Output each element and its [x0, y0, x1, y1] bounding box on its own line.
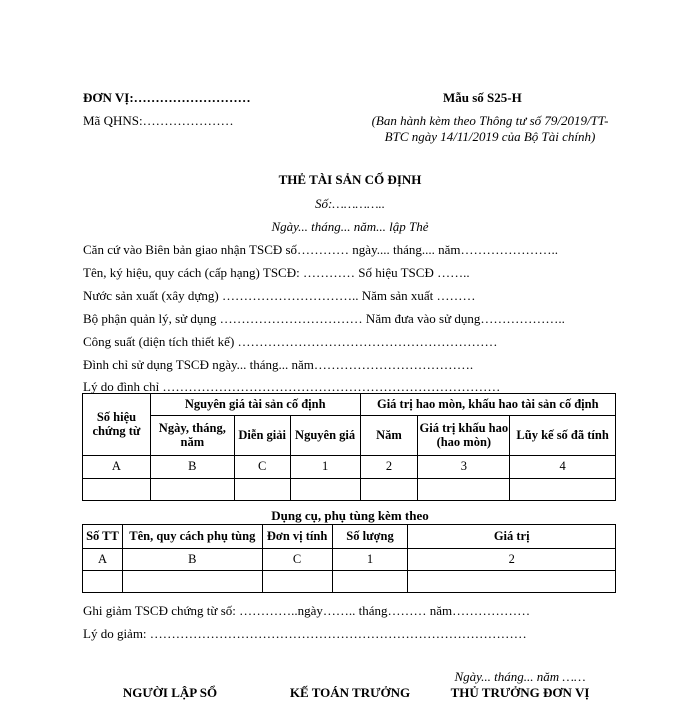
- code-cell: C: [234, 456, 290, 479]
- code-cell: 4: [510, 456, 616, 479]
- empty-cell: [234, 479, 290, 501]
- field-handover-record: Căn cứ vào Biên bản giao nhận TSCĐ số………… ngày.... tháng.... năm…………………..: [83, 242, 558, 257]
- group-original-cost: Nguyên giá tài sản cố định: [150, 394, 360, 416]
- code-cell: 3: [418, 456, 510, 479]
- decrease-document: Ghi giảm TSCĐ chứng từ số: …………..ngày…….. tháng……… năm………………: [83, 603, 531, 618]
- code-cell: 1: [290, 456, 360, 479]
- col-serial: Số TT: [83, 525, 123, 549]
- code-cell: A: [83, 549, 123, 571]
- col-depreciation-value: Giá trị khấu hao (hao mòn): [418, 416, 510, 456]
- empty-cell: [122, 571, 262, 593]
- issued-by-line1: (Ban hành kèm theo Thông tư số 79/2019/TT-: [371, 113, 609, 128]
- chief-accountant-title: KẾ TOÁN TRƯỞNG: [289, 685, 411, 700]
- col-value: Giá trị: [408, 525, 616, 549]
- col-document-number: Số hiệu chứng từ: [83, 394, 151, 456]
- empty-cell: [262, 571, 332, 593]
- empty-cell: [332, 571, 408, 593]
- table-row: [83, 549, 616, 571]
- col-quantity: Số lượng: [332, 525, 408, 549]
- table-row: [83, 456, 616, 479]
- empty-cell: [150, 479, 234, 501]
- code-cell: C: [262, 549, 332, 571]
- qhns-label: Mã QHNS:…………………: [83, 113, 234, 128]
- field-country: Nước sản xuất (xây dựng) ………………………….. Năm sản xuất ………: [83, 288, 476, 303]
- tools-table: [82, 524, 616, 593]
- field-department: Bộ phận quản lý, sử dụng …………………………… Năm đưa vào sử dụng………………..: [83, 311, 565, 326]
- field-suspension-reason: Lý do đình chỉ ……………………………………………………………………: [83, 379, 501, 394]
- issued-by-line2: BTC ngày 14/11/2019 của Bộ Tài chính): [384, 129, 596, 144]
- code-cell: B: [122, 549, 262, 571]
- empty-cell: [83, 571, 123, 593]
- form-number: Mẫu số S25-H: [443, 90, 522, 105]
- group-depreciation: Giá trị hao mòn, khấu hao tài sản cố định: [360, 394, 615, 416]
- col-date: Ngày, tháng, năm: [150, 416, 234, 456]
- asset-value-table: [82, 393, 616, 501]
- tools-section-title: Dụng cụ, phụ tùng kèm theo: [271, 508, 429, 523]
- empty-cell: [510, 479, 616, 501]
- col-unit: Đơn vị tính: [262, 525, 332, 549]
- preparer-title: NGƯỜI LẬP SỔ: [122, 685, 218, 700]
- field-asset-name: Tên, ký hiệu, quy cách (cấp hạng) TSCĐ: ………… Số hiệu TSCĐ ……..: [83, 265, 470, 280]
- field-capacity: Công suất (diện tích thiết kế) ……………………………………………………: [83, 334, 498, 349]
- code-cell: A: [83, 456, 151, 479]
- col-cumulative: Lũy kế số đã tính: [510, 416, 616, 456]
- unit-label: ĐƠN VỊ:………………………: [83, 90, 251, 105]
- table-row: [83, 479, 616, 501]
- empty-cell: [418, 479, 510, 501]
- signature-date: Ngày... tháng... năm ……: [454, 669, 586, 684]
- code-cell: B: [150, 456, 234, 479]
- code-cell: 2: [360, 456, 418, 479]
- field-suspension: Đình chỉ sử dụng TSCĐ ngày... tháng... năm……………………………….: [83, 357, 474, 372]
- card-date: Ngày... tháng... năm... lập Thẻ: [271, 219, 429, 234]
- page-title: THẺ TÀI SẢN CỐ ĐỊNH: [278, 172, 422, 187]
- col-tool-name: Tên, quy cách phụ tùng: [122, 525, 262, 549]
- col-year: Năm: [360, 416, 418, 456]
- head-of-unit-title: THỦ TRƯỞNG ĐƠN VỊ: [450, 685, 590, 700]
- empty-cell: [290, 479, 360, 501]
- empty-cell: [360, 479, 418, 501]
- col-original-cost: Nguyên giá: [290, 416, 360, 456]
- empty-cell: [408, 571, 616, 593]
- code-cell: 2: [408, 549, 616, 571]
- empty-cell: [83, 479, 151, 501]
- col-description: Diễn giải: [234, 416, 290, 456]
- card-number: Số:…………..: [314, 196, 386, 211]
- code-cell: 1: [332, 549, 408, 571]
- table-row: [83, 571, 616, 593]
- decrease-reason: Lý do giảm: ……………………………………………………………………………: [83, 626, 527, 641]
